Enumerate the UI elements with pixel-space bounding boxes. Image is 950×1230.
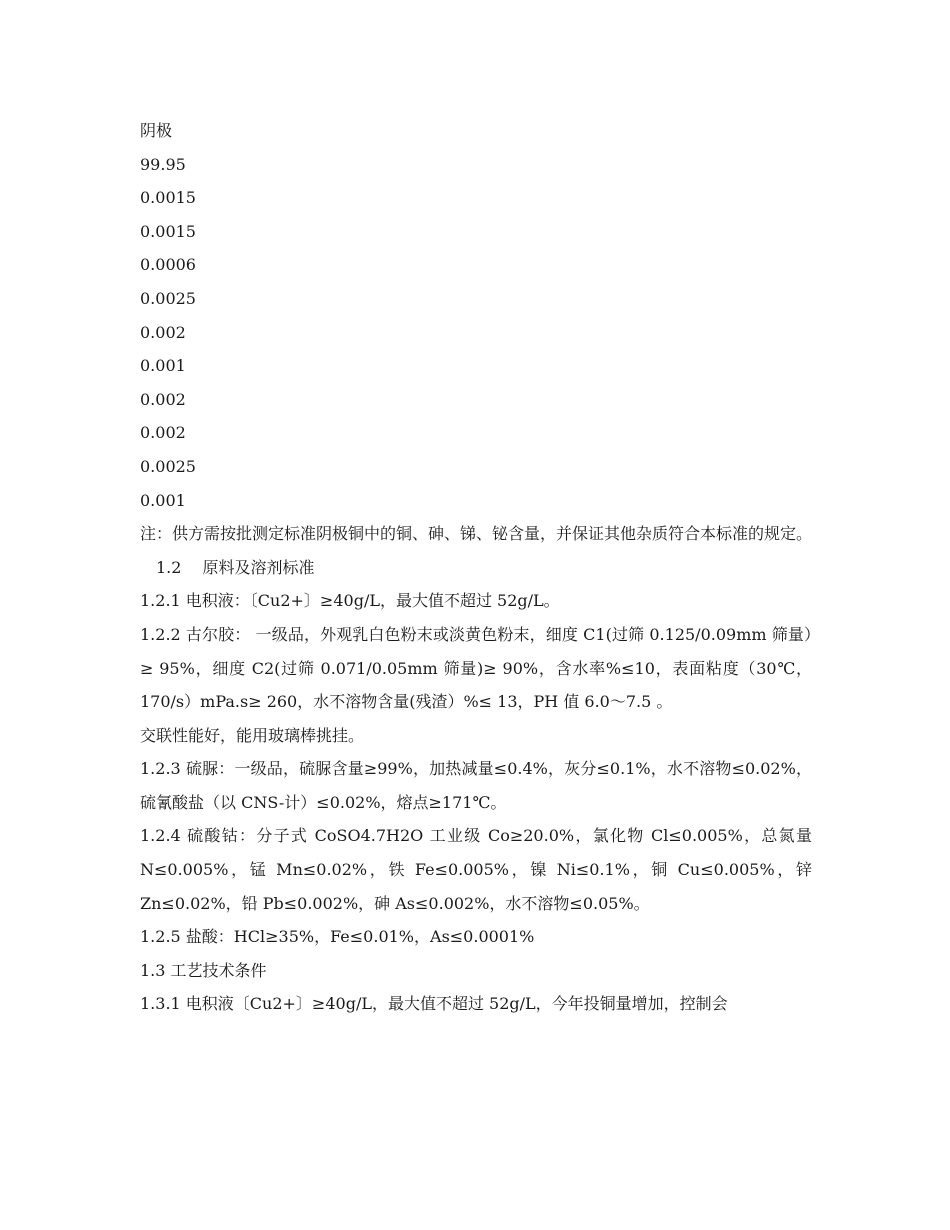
item-1-2-5: 1.2.5 盐酸：HCl≥35%，Fe≤0.01%，As≤0.0001% xyxy=(140,927,535,947)
value-list-item: 0.002 xyxy=(140,322,186,342)
value-list-item: 0.0015 xyxy=(140,221,196,241)
item-1-2-1: 1.2.1 电积液：〔Cu2+〕≥40g/L，最大值不超过 52g/L。 xyxy=(140,591,560,611)
section-heading-1-3: 1.3 工艺技术条件 xyxy=(140,960,267,980)
note-paragraph: 注：供方需按批测定标准阴极铜中的铜、砷、锑、铋含量，并保证其他杂质符合本标准的规定。 xyxy=(140,524,813,544)
value-list-item: 0.002 xyxy=(140,389,186,409)
item-1-2-2-extra: 交联性能好，能用玻璃棒挑挂。 xyxy=(140,725,365,745)
document-page xyxy=(140,114,812,1021)
value-list-item: 0.001 xyxy=(140,490,186,510)
item-1-3-1: 1.3.1 电积液〔Cu2+〕≥40g/L，最大值不超过 52g/L，今年投铜量增加，控制会 xyxy=(140,994,728,1014)
value-list-item: 0.0025 xyxy=(140,288,196,308)
value-list-item: 0.001 xyxy=(140,356,186,376)
value-list-item: 0.0025 xyxy=(140,456,196,476)
section-heading-1-2: 1.2 原料及溶剂标准 xyxy=(156,557,315,577)
value-list-item: 0.0006 xyxy=(140,255,196,275)
item-1-2-2: 1.2.2 古尔胶： 一级品，外观乳白色粉末或淡黄色粉末，细度 C1(过筛 0.125/0.09mm 筛量）≥ 95%，细度 C2(过筛 0.071/0.05mm 筛量)≥ 90%，含水率%≤10，表面粘度（30℃，170/s）mPa.s≥ 260，水不溶物含量(残渣）%≤ 13，PH 值 6.0～7.5 。 xyxy=(140,624,812,712)
value-list-item: 0.0015 xyxy=(140,188,196,208)
value-list-item: 阴极 xyxy=(140,121,173,140)
item-1-2-4: 1.2.4 硫酸钴：分子式 CoSO4.7H2O 工业级 Co≥20.0%，氯化物 Cl≤0.005%，总氮量 N≤0.005%，锰 Mn≤0.02%，铁 Fe≤0.005%，镍 Ni≤0.1%，铜 Cu≤0.005%，锌 Zn≤0.02%，铅 Pb≤0.002%，砷 As≤0.002%，水不溶物≤0.05%。 xyxy=(140,826,812,913)
item-1-2-3: 1.2.3 硫脲：一级品，硫脲含量≥99%，加热减量≤0.4%，灰分≤0.1%，水不溶物≤0.02%，硫氰酸盐（以 CNS-计）≤0.02%，熔点≥171℃。 xyxy=(140,759,812,812)
value-list-item: 0.002 xyxy=(140,423,186,443)
value-list-item: 99.95 xyxy=(140,154,186,174)
